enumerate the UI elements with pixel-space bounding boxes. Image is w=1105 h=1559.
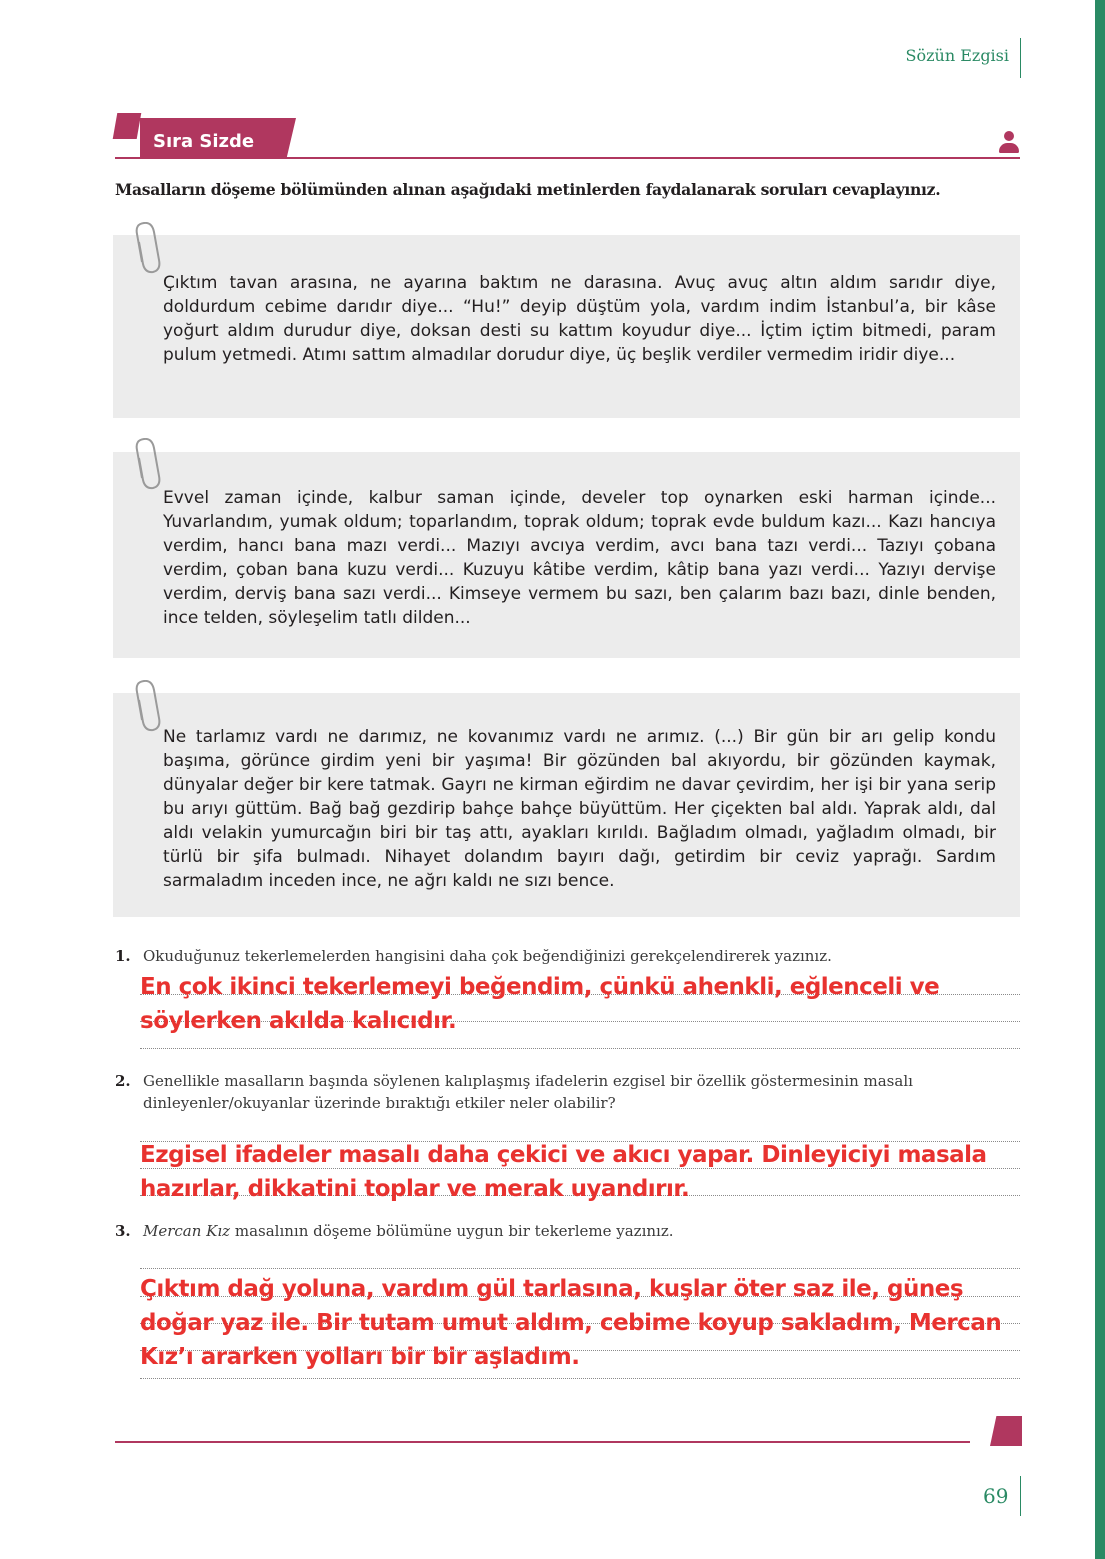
passage-box (113, 235, 1020, 418)
paperclip-icon (132, 222, 164, 274)
running-header: Sözün Ezgisi (905, 46, 1009, 65)
passage-text: Ne tarlamız vardı ne darımız, ne kovanımız vardı ne arımız. (...) Bir gün bir arı gelip kondu başıma, görünce girdim yeni bir yaşıma! Bir gözünden bal akıyordu, bir gözünden kaymak, dünyalar değer bir kere tatmak. Gayrı ne kirman eğirdim ne davar çevirdim, her işi bir yana serip bu arıyı güttüm. Bağ bağ gezdirip bahçe bahçe büyüttüm. Her çiçekten bal aldı. Yaprak aldı, dal aldı velakin yumurcağın biri bir taş attı, ayakları kırıldı. Bağladım olmadı, yağladım olmadı, bir türlü bir şifa bulmadı. Nihayet dolandım bayırı dağı, getirdim bir ceviz yaprağı. Sardım sarmaladım inceden ince, ne ağrı kaldı ne sızı bence. (163, 727, 996, 891)
answer-line (140, 1378, 1020, 1379)
story-title: Mercan Kız (143, 1222, 231, 1240)
paperclip-icon (132, 438, 164, 490)
answer-text[interactable] (140, 1138, 1030, 1206)
answer-line-text: En çok ikinci tekerlemeyi beğendim, çünkü ahenkli, eğlenceli ve (140, 974, 940, 1000)
page-edge-bar (1095, 0, 1105, 1559)
page-number-divider (1020, 1476, 1021, 1516)
question-text: Okuduğunuz tekerlemelerden hangisini daha çok beğendiğinizi gerekçelendirerek yazınız. (143, 947, 832, 965)
section-banner-label: Sıra Sizde (153, 131, 255, 152)
question-2 (115, 1070, 1025, 1116)
answer-line (140, 1268, 1020, 1269)
header-divider (1020, 38, 1021, 78)
footer-accent (990, 1416, 1022, 1446)
passage-box (113, 693, 1020, 917)
question-number: 1. (115, 947, 131, 965)
question-1 (115, 945, 1025, 969)
question-text-rest: masalının döşeme bölümüne uygun bir tekerleme yazınız. (230, 1222, 674, 1240)
answer-line (140, 1048, 1020, 1049)
answer-text[interactable] (140, 1272, 1030, 1374)
answer-line-text: Ezgisel ifadeler masalı daha çekici ve akıcı yapar. Dinleyiciyi masala (140, 1142, 987, 1168)
footer-rule (115, 1441, 970, 1443)
question-text: Genellikle masalların başında söylenen kalıplaşmış ifadelerin ezgisel bir özellik göstermesinin masalı dinleyenler/okuyanlar üzerinde bıraktığı etkiler neler olabilir? (143, 1072, 913, 1112)
question-number: 3. (115, 1222, 131, 1240)
question-number: 2. (115, 1072, 131, 1090)
passage-text: Evvel zaman içinde, kalbur saman içinde, develer top oynarken eski harman içinde... Yuvarlandım, yumak oldum; toparlandım, toprak oldum; toprak evde buldum kazı... Kazı hancıya verdim, hancı bana mazı verdi... Mazıyı avcıya verdim, avcı bana tazı verdi... Tazıyı çobana verdim, çoban bana kuzu verdi... Kuzuyu kâtibe verdim, kâtip bana yazı verdi... Yazıyı dervişe verdim, derviş bana sazı verdi... Kimseye vermem bu sazı, ben çalarım bazı bazı, dinle benden, ince telden, söyleşelim tatlı dilden... (163, 488, 996, 628)
answer-line-text: söylerken akılda kalıcıdır. (140, 1008, 457, 1034)
answer-line-text: doğar yaz ile. Bir tutam umut aldım, cebime koyup sakladım, Mercan (140, 1310, 1002, 1336)
question-3 (115, 1220, 1025, 1244)
answer-line-text: hazırlar, dikkatini toplar ve merak uyandırır. (140, 1176, 690, 1202)
banner-accent (113, 113, 142, 139)
page-number: 69 (983, 1484, 1009, 1508)
answer-line-text: Çıktım dağ yoluna, vardım gül tarlasına, kuşlar öter saz ile, güneş (140, 1276, 964, 1302)
instruction-text: Masalların döşeme bölümünden alınan aşağıdaki metinlerden faydalanarak soruları cevaplayınız. (115, 180, 941, 199)
question-text (143, 1220, 1025, 1242)
paperclip-icon (132, 680, 164, 732)
passage-text: Çıktım tavan arasına, ne ayarına baktım ne darasına. Avuç avuç altın aldım sarıdır diye, doldurdum cebime darıdır diye... “Hu!” deyip düştüm yola, vardım indim İstanbul’a, bir kâse yoğurt aldım durudur diye, doksan desti su kattım koyudur diye... İçtim içtim bitmedi, param pulum yetmedi. Atımı sattım almadılar dorudur diye, üç beşlik verdiler vermedim iridir diye... (163, 273, 996, 365)
person-icon (999, 131, 1019, 153)
answer-text[interactable] (140, 970, 1030, 1038)
answer-line-text: Kız’ı ararken yolları bir bir aşladım. (140, 1344, 580, 1370)
passage-box (113, 452, 1020, 658)
section-rule (115, 157, 1020, 159)
